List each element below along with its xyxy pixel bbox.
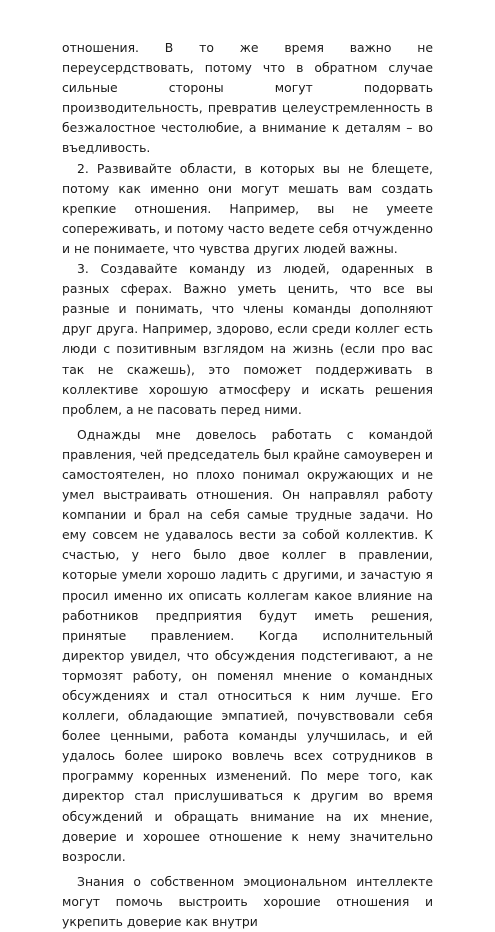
document-page xyxy=(62,38,433,932)
paragraph-continuation: отношения. В то же время важно не переусердствовать, потому что в обратном случае сильные стороны могут подорвать производительность, превратив целеустремленность в безжалостное честолюбие, а внимание к деталям – во въедливость. xyxy=(62,40,433,156)
paragraph-tip-3: 3. Создавайте команду из людей, одаренных в разных сферах. Важно уметь ценить, что все вы разные и понимать, что члены команды дополняют друг друга. Например, здорово, если среди коллег есть люди с позитивным взглядом на жизнь (если про вас так не скажешь), это поможет поддерживать в коллективе хорошую атмосферу и искать решения проблем, а не пасовать перед ними. xyxy=(62,261,433,417)
paragraph-closing: Знания о собственном эмоциональном интеллекте могут помочь выстроить хорошие отношения и укрепить доверие как внутри xyxy=(62,873,433,930)
paragraph-tip-2: 2. Развивайте области, в которых вы не блещете, потому как именно они могут мешать вам создать крепкие отношения. Например, вы не умеете сопереживать, и потому часто ведете себя отчужденно и не понимаете, что чувства других людей важны. xyxy=(62,160,433,256)
paragraph-story: Однажды мне довелось работать с командой правления, чей председатель был крайне самоуверен и самостоятелен, но плохо понимал окружающих и не умел выстраивать отношения. Он направлял работу компании и брал на себя самые трудные задачи. Но ему совсем не удавалось вести за собой коллектив. К счастью, у него было двое коллег в правлении, которые умели хорошо ладить с другими, и зачастую я просил именно их описать коллегам какое влияние на работников предприятия будут иметь решения, принятые правлением. Когда исполнительный директор увидел, что обсуждения подстегивают, а не тормозят работу, он поменял мнение о командных обсуждениях и стал относиться к ним лучше. Его коллеги, обладающие эмпатией, почувствовали себя более ценными, работа команды улучшилась, и ей удалось более широко вовлечь всех сотрудников в программу коренных изменений. По мере того, как директор стал прислушиваться к другим во время обсуждений и обращать внимание на их мнение, доверие и хорошее отношение к нему значительно возросли. xyxy=(62,426,433,864)
